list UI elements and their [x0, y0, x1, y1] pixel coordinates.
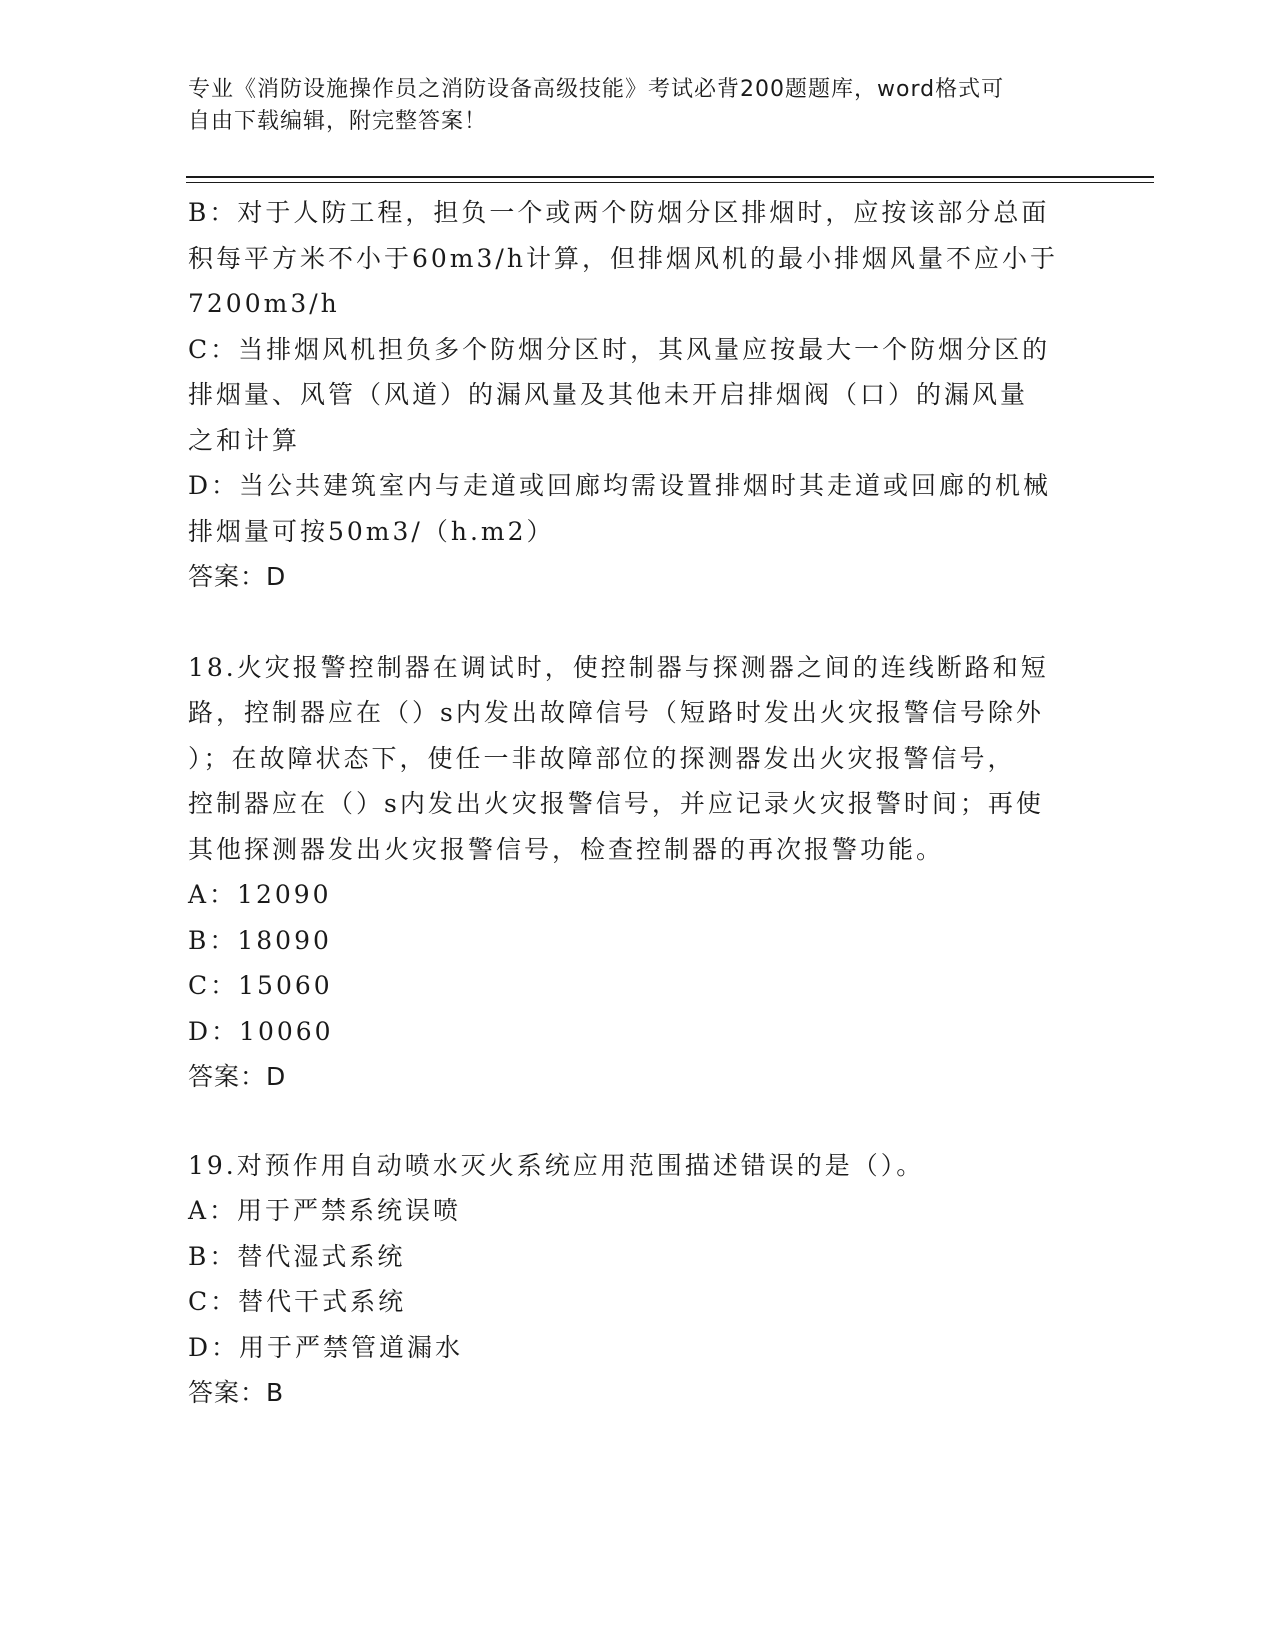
option-d-line: 排烟量可按50m3/（h.m2） [188, 516, 555, 546]
option-c: C：15060 [188, 971, 333, 1000]
spacer [188, 600, 1088, 645]
stem-line: ）；在故障状态下，使任一非故障部位的探测器发出火灾报警信号， [188, 743, 1016, 773]
question-18 [188, 645, 1088, 1100]
header-line-1: 专业《消防设施操作员之消防设备高级技能》考试必背200题题库，word格式可 [188, 77, 1005, 102]
document-header [188, 74, 1068, 138]
option-b-line: B：对于人防工程，担负一个或两个防烟分区排烟时，应按该部分总面 [188, 198, 1050, 227]
option-d: D：用于严禁管道漏水 [188, 1332, 464, 1362]
option-d-line: D：当公共建筑室内与走道或回廊均需设置排烟时其走道或回廊的机械 [188, 471, 1052, 500]
question-19 [188, 1143, 1088, 1416]
option-b-line: 积每平方米不小于60m3/h计算，但排烟风机的最小排烟风量不应小于 [188, 243, 1058, 273]
option-a: A：12090 [188, 880, 332, 909]
stem-line: 控制器应在（）s内发出火灾报警信号，并应记录火灾报警时间；再使 [188, 789, 1044, 818]
header-divider-thick [186, 176, 1154, 178]
option-c: C：替代干式系统 [188, 1287, 407, 1316]
stem-line: 路，控制器应在（）s内发出故障信号（短路时发出火灾报警信号除外 [188, 698, 1044, 727]
option-d [188, 463, 1088, 554]
option-a: A：用于严禁系统误喷 [188, 1196, 462, 1225]
option-c-line: 排烟量、风管（风道）的漏风量及其他未开启排烟阀（口）的漏风量 [188, 380, 1029, 409]
question-content [188, 190, 1088, 1416]
spacer [188, 1100, 1088, 1143]
option-b: B：替代湿式系统 [188, 1241, 406, 1271]
answer-label: 答案：D [188, 1062, 287, 1091]
option-d: D：10060 [188, 1016, 334, 1046]
question-17-tail [188, 190, 1088, 600]
option-b: B：18090 [188, 925, 332, 955]
option-c-line: C：当排烟风机担负多个防烟分区时，其风量应按最大一个防烟分区的 [188, 334, 1051, 364]
header-line-2: 自由下载编辑，附完整答案！ [188, 109, 488, 134]
answer-label: 答案：D [188, 562, 287, 591]
option-b-line: 7200m3/h [188, 289, 340, 318]
question-stem: 19.对预作用自动喷水灭火系统应用范围描述错误的是（）。 [188, 1150, 925, 1180]
stem-line: 18.火灾报警控制器在调试时，使控制器与探测器之间的连线断路和短 [188, 652, 1049, 682]
option-c [188, 327, 1088, 464]
answer-label: 答案：B [188, 1378, 285, 1407]
option-b [188, 190, 1088, 327]
question-stem [188, 645, 1088, 873]
option-c-line: 之和计算 [188, 425, 301, 455]
header-divider-thin [186, 182, 1154, 183]
stem-line: 其他探测器发出火灾报警信号，检查控制器的再次报警功能。 [188, 834, 945, 864]
